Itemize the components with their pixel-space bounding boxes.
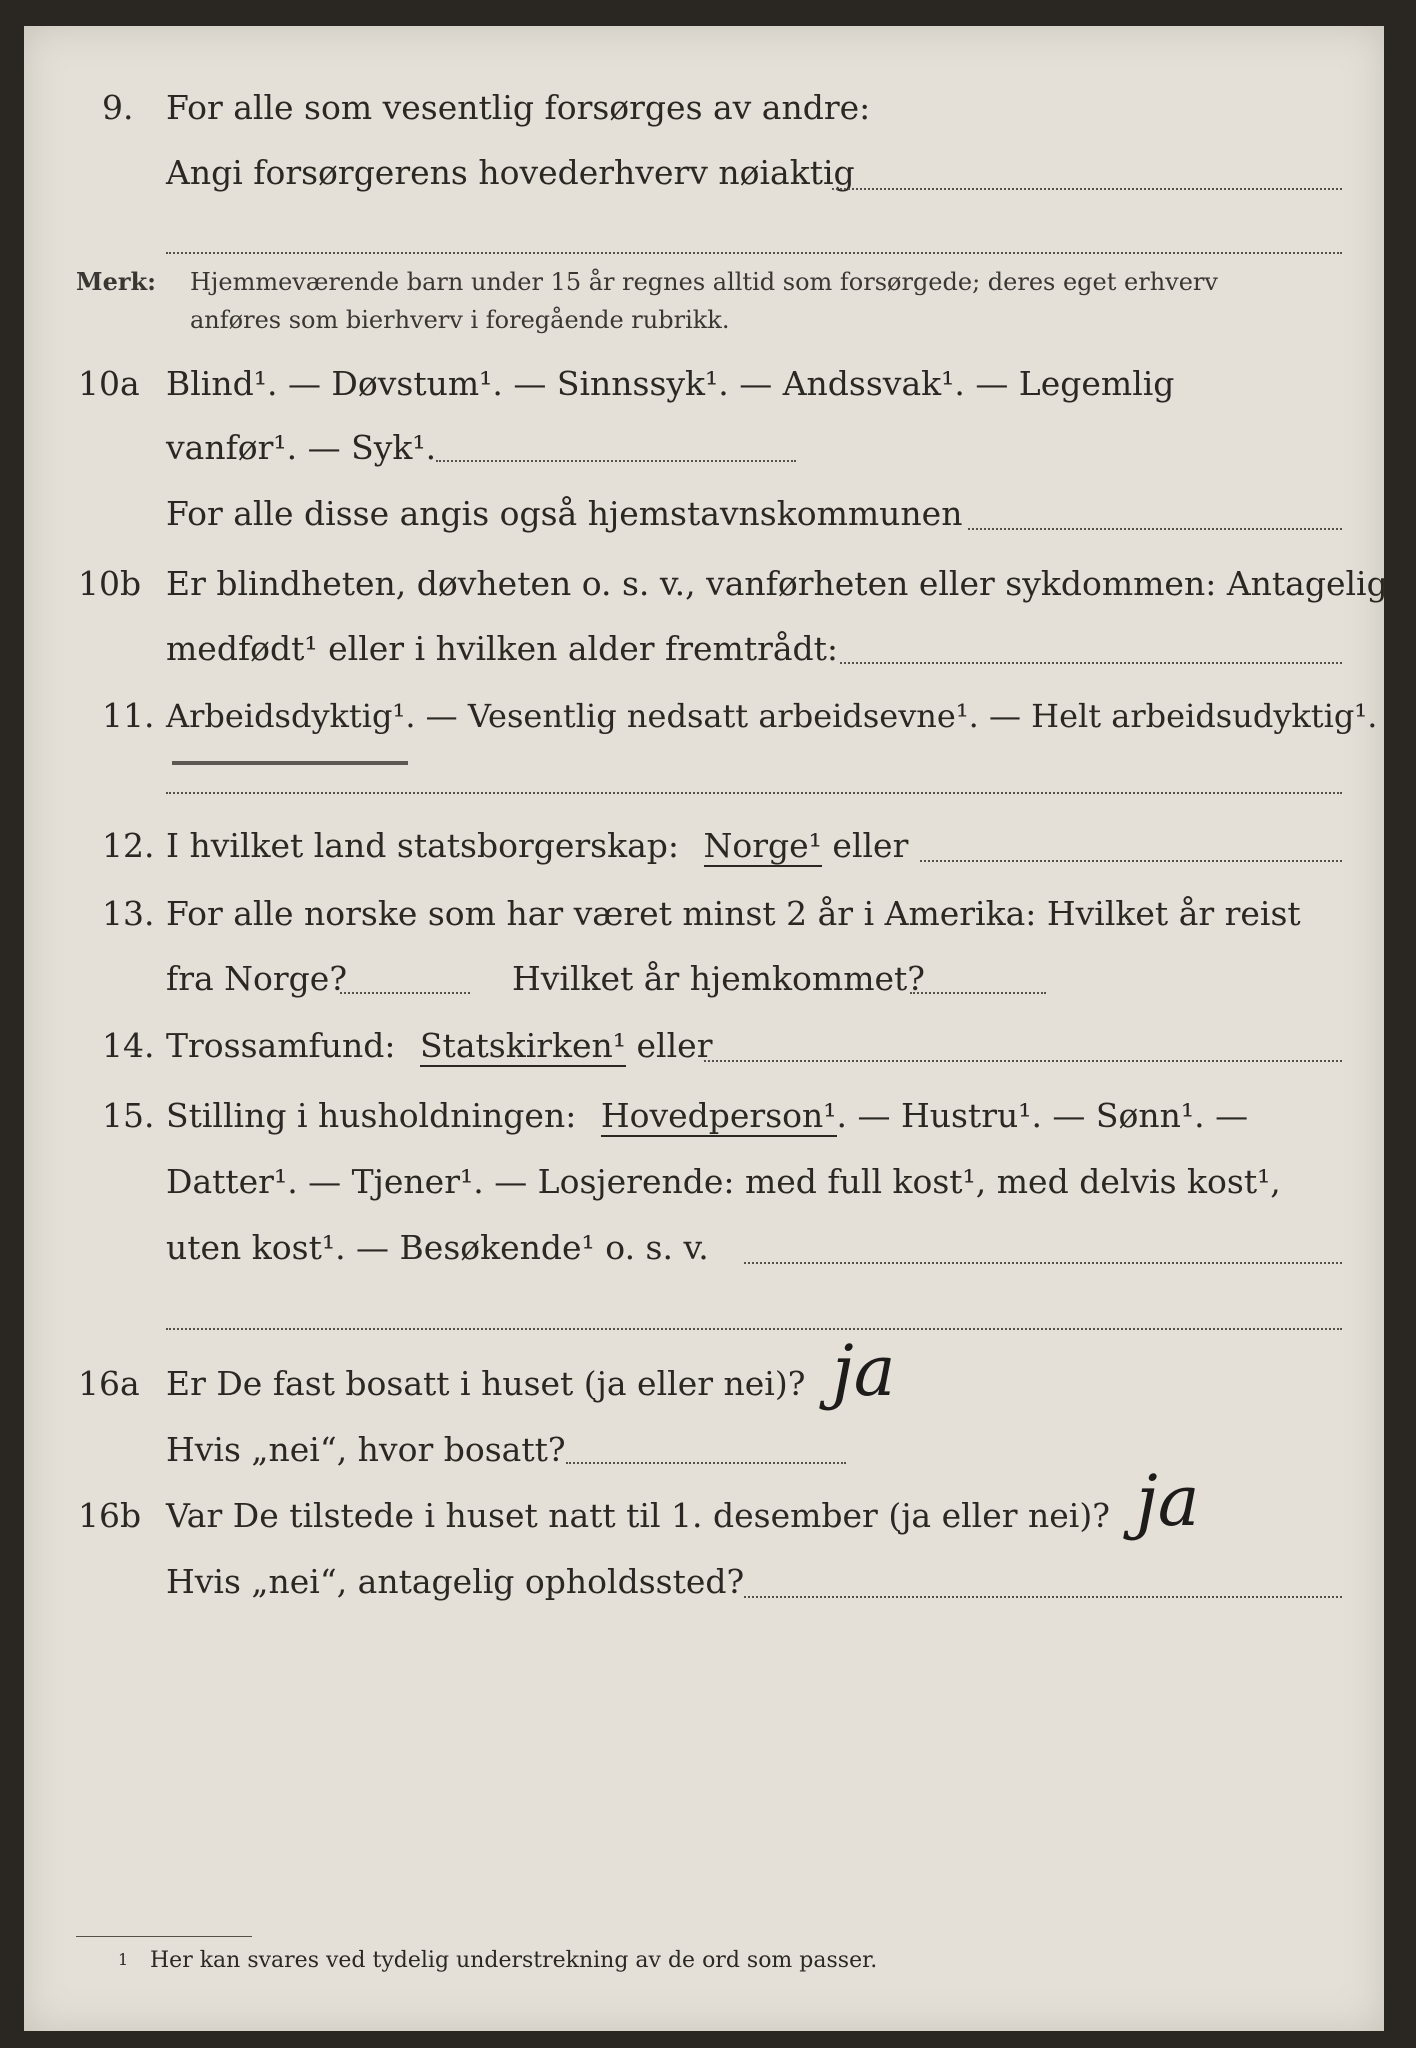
q16a-text-1: Er De fast bosatt i huset (ja eller nei)?	[166, 1364, 806, 1403]
q16a-number: 16a	[78, 1364, 140, 1403]
q10b-number: 10b	[78, 564, 142, 603]
q12-number: 12.	[102, 826, 155, 865]
q10a-kommune-field[interactable]	[968, 528, 1342, 530]
q16b-number: 16b	[78, 1496, 142, 1535]
q16a-handwritten-answer[interactable]: ja	[832, 1330, 896, 1412]
q9-answer-field[interactable]	[832, 188, 1342, 190]
merk-text-2: anføres som bierhverv i foregående rubrikk.	[190, 306, 730, 334]
q10b-text-2: medfødt¹ eller i hvilken alder fremtrådt:	[166, 629, 839, 668]
q12-answer-field[interactable]	[920, 860, 1342, 862]
q11-text: Arbeidsdyktig¹. — Vesentlig nedsatt arbeidsevne¹. — Helt arbeidsudyktig¹.	[166, 697, 1378, 735]
q11-number: 11.	[102, 696, 155, 735]
footnote-text: Her kan svares ved tydelig understrekning av de ord som passer.	[150, 1948, 878, 1973]
q10b-answer-field[interactable]	[840, 662, 1342, 664]
q12-suffix: eller	[832, 826, 909, 865]
q12-text	[166, 826, 908, 866]
q15-answer-field-2[interactable]	[166, 1328, 1342, 1330]
q14-answer-field[interactable]	[704, 1060, 1342, 1062]
merk-text-1: Hjemmeværende barn under 15 år regnes alltid som forsørgede; deres eget erhverv	[190, 268, 1218, 296]
q9-prompt: Angi forsørgerens hovederhverv nøiaktig	[166, 153, 855, 192]
q10a-answer-field[interactable]	[436, 460, 796, 462]
q15-text-1	[166, 1096, 1248, 1136]
q14-prefix: Trossamfund:	[166, 1026, 396, 1065]
q11-answer-field[interactable]	[166, 792, 1342, 794]
merk-label: Merk:	[76, 267, 156, 296]
q14-text	[166, 1026, 712, 1066]
q9-text: For alle som vesentlig forsørges av andre:	[166, 88, 871, 127]
form-page	[24, 26, 1388, 2031]
q15-prefix: Stilling i husholdningen:	[166, 1096, 577, 1135]
q10a-number: 10a	[78, 364, 140, 403]
q14-suffix: eller	[636, 1026, 713, 1065]
q10a-text-1: Blind¹. — Døvstum¹. — Sinnssyk¹. — Andssvak¹. — Legemlig	[166, 364, 1175, 403]
q10a-text-2: vanfør¹. — Syk¹.	[166, 428, 437, 467]
q9-number: 9.	[102, 88, 134, 127]
q14-number: 14.	[102, 1026, 155, 1065]
footnote-mark: 1	[118, 1950, 129, 1969]
q15-option-hovedperson[interactable]: Hovedperson¹	[600, 1096, 837, 1135]
q12-prefix: I hvilket land statsborgerskap:	[166, 826, 680, 865]
q15-suffix: . — Hustru¹. — Sønn¹. —	[836, 1096, 1249, 1135]
q15-number: 15.	[102, 1096, 155, 1135]
footnote-rule	[76, 1936, 252, 1937]
q14-option-statskirken[interactable]: Statskirken¹	[419, 1026, 627, 1065]
q9-answer-field-2[interactable]	[166, 252, 1342, 254]
q15-text-3: uten kost¹. — Besøkende¹ o. s. v.	[166, 1228, 709, 1267]
q11-underline-mark	[172, 761, 408, 765]
q13-hjemkommet-field[interactable]	[910, 992, 1046, 994]
q16b-text-1: Var De tilstede i huset natt til 1. desember (ja eller nei)?	[166, 1496, 1110, 1535]
q16b-text-2: Hvis „nei“, antagelig opholdssted?	[166, 1562, 745, 1601]
q16a-answer-field[interactable]	[566, 1462, 846, 1464]
q13-number: 13.	[102, 894, 155, 933]
q10b-text-1: Er blindheten, døvheten o. s. v., vanførheten eller sykdommen: Antagelig	[166, 564, 1388, 603]
q16a-text-2: Hvis „nei“, hvor bosatt?	[166, 1430, 566, 1469]
q15-text-2: Datter¹. — Tjener¹. — Losjerende: med full kost¹, med delvis kost¹,	[166, 1162, 1281, 1201]
q13-text-2a: fra Norge?	[166, 959, 348, 998]
q12-option-norge[interactable]: Norge¹	[703, 826, 822, 865]
q13-text-2b: Hvilket år hjemkommet?	[512, 959, 925, 998]
q16b-answer-field[interactable]	[744, 1596, 1342, 1598]
q10a-text-3: For alle disse angis også hjemstavnskommunen	[166, 494, 963, 533]
q13-reist-field[interactable]	[340, 992, 470, 994]
q13-text-1: For alle norske som har været minst 2 år i Amerika: Hvilket år reist	[166, 894, 1301, 933]
q15-answer-field[interactable]	[744, 1262, 1342, 1264]
q16b-handwritten-answer[interactable]: ja	[1136, 1460, 1200, 1542]
